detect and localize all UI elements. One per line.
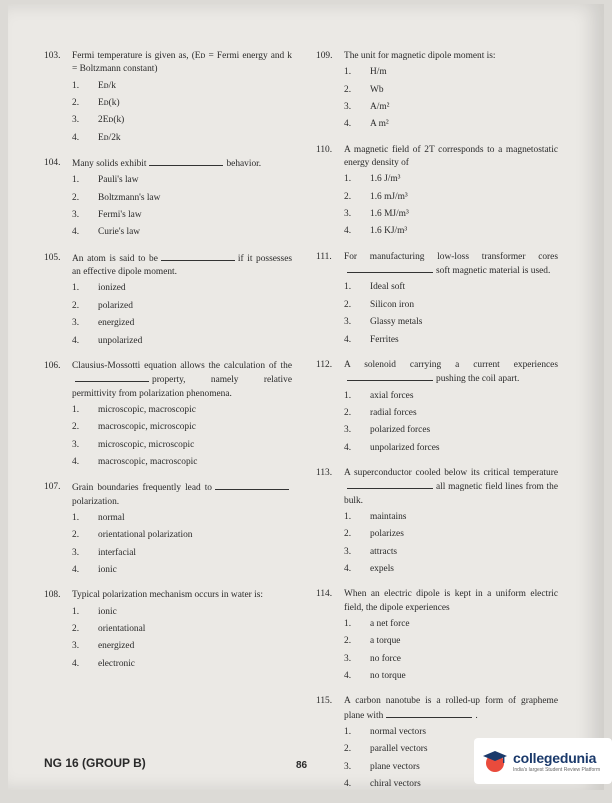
option-number: 1. (72, 283, 80, 294)
question-number: 103. (44, 51, 61, 61)
option-item (72, 439, 292, 452)
question-number: 107. (44, 482, 61, 493)
left-column (44, 50, 292, 683)
option-item (72, 547, 292, 560)
question-text-part: When an electric dipole is kept in a uniform electric field, the dipole experiences (344, 589, 558, 613)
question-number: 105. (44, 252, 61, 263)
option-item (72, 335, 292, 348)
option-text: Silicon iron (370, 299, 415, 310)
option-item (344, 173, 558, 186)
question (316, 144, 558, 239)
option-item (72, 564, 292, 577)
option-number: 2. (72, 624, 80, 634)
option-number: 4. (72, 335, 80, 346)
option-item (344, 407, 558, 420)
question-number: 114. (316, 589, 333, 600)
option-number: 2. (72, 192, 80, 203)
answer-blank (347, 264, 433, 273)
option-number: 4. (344, 442, 352, 453)
option-text: unpolarized forces (370, 442, 440, 453)
question-text-part: An atom is said to be (72, 253, 158, 264)
option-text: orientational (98, 624, 146, 634)
option-number: 2. (344, 407, 352, 418)
question-text-part: polarization. (72, 496, 120, 507)
option-item (344, 299, 558, 312)
option-text: polarizes (370, 529, 404, 540)
option-list (344, 511, 558, 576)
question-text-part: A superconductor cooled below its critical temperature (344, 467, 558, 478)
option-item (344, 281, 558, 294)
question-number: 106. (44, 360, 61, 371)
option-item (72, 209, 292, 222)
option-item (72, 114, 292, 127)
exam-page (8, 4, 604, 790)
option-text: no force (370, 653, 401, 664)
option-number: 3. (344, 425, 352, 436)
option-number: 1. (344, 174, 352, 185)
option-list (72, 80, 292, 145)
question-text-part: A carbon nanotube is a rolled-up form of grapheme plane with (344, 696, 558, 721)
option-item (344, 191, 558, 204)
option-text: ionic (98, 564, 117, 575)
option-text: Wb (370, 84, 384, 95)
question (316, 467, 558, 576)
page-number: 86 (296, 760, 308, 771)
question-text-part: soft magnetic material is used. (436, 266, 551, 277)
question (316, 251, 558, 347)
question-text (344, 50, 558, 63)
question-text-part: A solenoid carrying a current experiences (344, 359, 558, 370)
question (44, 481, 292, 577)
option-list (344, 173, 558, 238)
question-text-part: . (475, 710, 478, 721)
option-item (344, 670, 558, 683)
option-number: 2. (72, 422, 80, 433)
option-number: 2. (344, 529, 352, 540)
option-number: 3. (344, 317, 352, 328)
option-text: microscopic, microscopic (98, 439, 195, 450)
option-number: 1. (72, 175, 80, 186)
option-item (72, 404, 292, 417)
answer-blank (347, 372, 433, 381)
option-item (72, 623, 292, 636)
question-text-part: pushing the coil apart. (436, 374, 520, 385)
option-number: 1. (344, 727, 352, 738)
option-text: polarized forces (370, 425, 431, 436)
question-text-part: Grain boundaries frequently lead to (72, 483, 212, 494)
question-text (72, 252, 292, 280)
question-text-part: The unit for magnetic dipole moment is: (344, 51, 496, 61)
question-number: 110. (316, 144, 333, 155)
option-text: unpolarized (98, 335, 143, 346)
question-text (72, 157, 292, 171)
option-number: 2. (344, 191, 352, 202)
option-item (344, 118, 558, 131)
option-text: Eᴅ(k) (98, 98, 120, 109)
option-item (344, 390, 558, 403)
option-item (72, 174, 292, 187)
option-item (72, 317, 292, 330)
option-text: ionized (98, 283, 126, 294)
option-text: ionic (98, 606, 117, 617)
question-text-part: A magnetic field of 2T corresponds to a magnetostatic energy density of (344, 144, 558, 169)
option-text: electronic (98, 658, 135, 669)
option-number: 4. (344, 671, 352, 682)
option-list (344, 281, 558, 346)
option-number: 3. (344, 653, 352, 664)
option-text: energized (98, 641, 135, 652)
option-text: 2Eᴅ(k) (98, 115, 125, 126)
option-number: 3. (344, 546, 352, 557)
option-item (72, 512, 292, 525)
question (316, 50, 558, 132)
question-text-part: Many solids exhibit (72, 159, 147, 170)
question-text (344, 467, 558, 508)
option-list (72, 404, 292, 469)
option-item (344, 424, 558, 437)
question-number: 112. (316, 359, 333, 370)
option-text: radial forces (370, 407, 417, 418)
option-text: attracts (370, 546, 398, 557)
question-text (344, 695, 558, 723)
option-item (72, 640, 292, 653)
option-number: 2. (344, 744, 352, 755)
option-item (344, 618, 558, 631)
option-item (344, 442, 558, 455)
option-item (72, 658, 292, 671)
option-number: 4. (72, 564, 80, 575)
option-item (344, 528, 558, 541)
question-text (72, 481, 292, 509)
option-number: 2. (344, 299, 352, 310)
option-number: 1. (344, 67, 352, 78)
option-number: 1. (344, 390, 352, 401)
option-item (72, 80, 292, 93)
option-text: Glassy metals (370, 317, 423, 328)
option-text: energized (98, 318, 135, 329)
answer-blank (75, 373, 149, 382)
option-list (344, 66, 558, 131)
option-item (344, 208, 558, 221)
option-text: Eᴅ/k (98, 80, 116, 91)
option-number: 1. (344, 619, 352, 629)
option-item (344, 66, 558, 79)
question-text-part: For manufacturing low-loss transformer cores (344, 251, 558, 262)
question-text (72, 360, 292, 401)
option-item (344, 635, 558, 648)
question-text (72, 50, 292, 77)
question-text (344, 359, 558, 387)
option-item (344, 101, 558, 114)
option-number: 1. (72, 404, 80, 415)
option-text: expels (370, 563, 394, 574)
option-number: 2. (72, 530, 80, 541)
option-item (72, 421, 292, 434)
option-list (72, 174, 292, 239)
question-number: 104. (44, 158, 61, 169)
option-text: 1.6 KJ/m³ (370, 226, 408, 237)
question-text-part: all magnetic field lines from the bulk. (344, 482, 558, 506)
option-text: chiral vectors (370, 779, 421, 790)
question-number: 113. (316, 467, 333, 478)
answer-blank (149, 157, 223, 166)
option-text: Ideal soft (370, 282, 406, 293)
option-text: interfacial (98, 547, 136, 558)
answer-blank (347, 480, 433, 489)
option-item (344, 84, 558, 97)
option-text: normal (98, 512, 125, 523)
option-number: 4. (344, 334, 352, 345)
option-number: 3. (72, 439, 80, 450)
option-number: 3. (344, 102, 352, 113)
option-number: 4. (72, 456, 80, 467)
option-number: 4. (344, 779, 352, 790)
option-item (72, 226, 292, 239)
option-number: 3. (72, 641, 80, 652)
option-text: no torque (370, 671, 406, 682)
option-item (72, 97, 292, 110)
question (44, 252, 292, 348)
option-number: 2. (344, 84, 352, 95)
option-item (344, 653, 558, 666)
option-number: 3. (72, 547, 80, 558)
option-item (72, 300, 292, 313)
logo-tagline: India's largest Student Review Platform (513, 766, 601, 773)
question-text (344, 144, 558, 171)
question-text-part: if it possesses an effective dipole moment. (72, 253, 292, 278)
question-text-part: Fermi temperature is given as, (Eᴅ = Fermi energy and k = Boltzmann constant) (72, 51, 292, 75)
option-number: 4. (72, 227, 80, 238)
option-text: plane vectors (370, 761, 420, 772)
question-text-part: property, namely relative permittivity from polarization phenomena. (72, 375, 292, 399)
option-number: 4. (72, 132, 80, 143)
question-text (72, 589, 292, 602)
option-text: macroscopic, macroscopic (98, 456, 198, 467)
option-text: a net force (370, 619, 410, 629)
answer-blank (215, 481, 289, 490)
question-number: 115. (316, 696, 333, 707)
option-item (344, 225, 558, 238)
option-item (72, 606, 292, 619)
question (316, 359, 558, 455)
option-text: macroscopic, microscopic (98, 422, 196, 433)
option-number: 2. (72, 300, 80, 311)
option-text: normal vectors (370, 727, 426, 738)
question-text-part: behavior. (226, 159, 262, 170)
option-text: A m² (370, 119, 389, 130)
option-number: 4. (344, 226, 352, 237)
question-text (344, 251, 558, 279)
option-number: 4. (344, 563, 352, 574)
option-text: polarized (98, 300, 133, 311)
question (44, 157, 292, 240)
option-text: Eᴅ/2k (98, 132, 121, 143)
option-text: Pauli's law (98, 175, 139, 186)
option-number: 3. (72, 210, 80, 221)
right-column (316, 50, 558, 803)
option-number: 1. (344, 511, 352, 522)
option-number: 2. (72, 98, 80, 109)
option-number: 3. (344, 761, 352, 772)
answer-blank (386, 709, 472, 718)
option-text: a torque (370, 636, 401, 647)
option-number: 2. (344, 636, 352, 647)
option-text: Curie's law (98, 227, 141, 238)
question-number: 111. (316, 251, 332, 262)
graduation-cap-icon (482, 748, 508, 774)
option-number: 3. (72, 318, 80, 329)
option-item (344, 546, 558, 559)
option-item (344, 316, 558, 329)
option-number: 3. (72, 115, 80, 126)
option-number: 1. (344, 282, 352, 293)
question (44, 360, 292, 469)
option-list (72, 606, 292, 671)
option-number: 1. (72, 80, 80, 91)
option-text: A/m² (370, 102, 390, 113)
question (44, 589, 292, 671)
option-number: 1. (72, 512, 80, 523)
option-number: 4. (72, 658, 80, 669)
option-text: maintains (370, 511, 407, 522)
option-list (344, 618, 558, 683)
question-text (344, 588, 558, 615)
option-list (344, 390, 558, 455)
option-number: 1. (72, 606, 80, 617)
option-item (72, 132, 292, 145)
option-item (72, 456, 292, 469)
option-item (72, 282, 292, 295)
question (44, 50, 292, 145)
option-number: 4. (344, 119, 352, 130)
option-text: axial forces (370, 390, 414, 401)
option-text: Fermi's law (98, 210, 142, 221)
option-text: Ferrites (370, 334, 399, 345)
question-number: 109. (316, 51, 333, 61)
logo-name: collegedunia (513, 749, 597, 766)
option-list (72, 282, 292, 347)
question-number: 108. (44, 590, 61, 601)
option-item (72, 192, 292, 205)
collegedunia-logo (474, 738, 612, 784)
footer-code: NG 16 (GROUP B) (44, 756, 146, 770)
option-text: H/m (370, 67, 387, 78)
answer-blank (161, 252, 235, 261)
option-item (344, 334, 558, 347)
option-list (72, 512, 292, 577)
option-text: 1.6 mJ/m³ (370, 191, 408, 202)
option-item (344, 511, 558, 524)
question-text-part: Clausius-Mossotti equation allows the calculation of the (72, 360, 292, 371)
option-text: Boltzmann's law (98, 192, 161, 203)
option-text: microscopic, macroscopic (98, 404, 196, 415)
option-text: parallel vectors (370, 744, 428, 755)
question (316, 588, 558, 683)
question-text-part: Typical polarization mechanism occurs in water is: (72, 590, 263, 601)
option-item (72, 529, 292, 542)
option-text: 1.6 MJ/m³ (370, 209, 409, 220)
option-text: orientational polarization (98, 530, 193, 541)
option-text: 1.6 J/m³ (370, 174, 401, 185)
option-item (344, 563, 558, 576)
option-number: 3. (344, 209, 352, 220)
